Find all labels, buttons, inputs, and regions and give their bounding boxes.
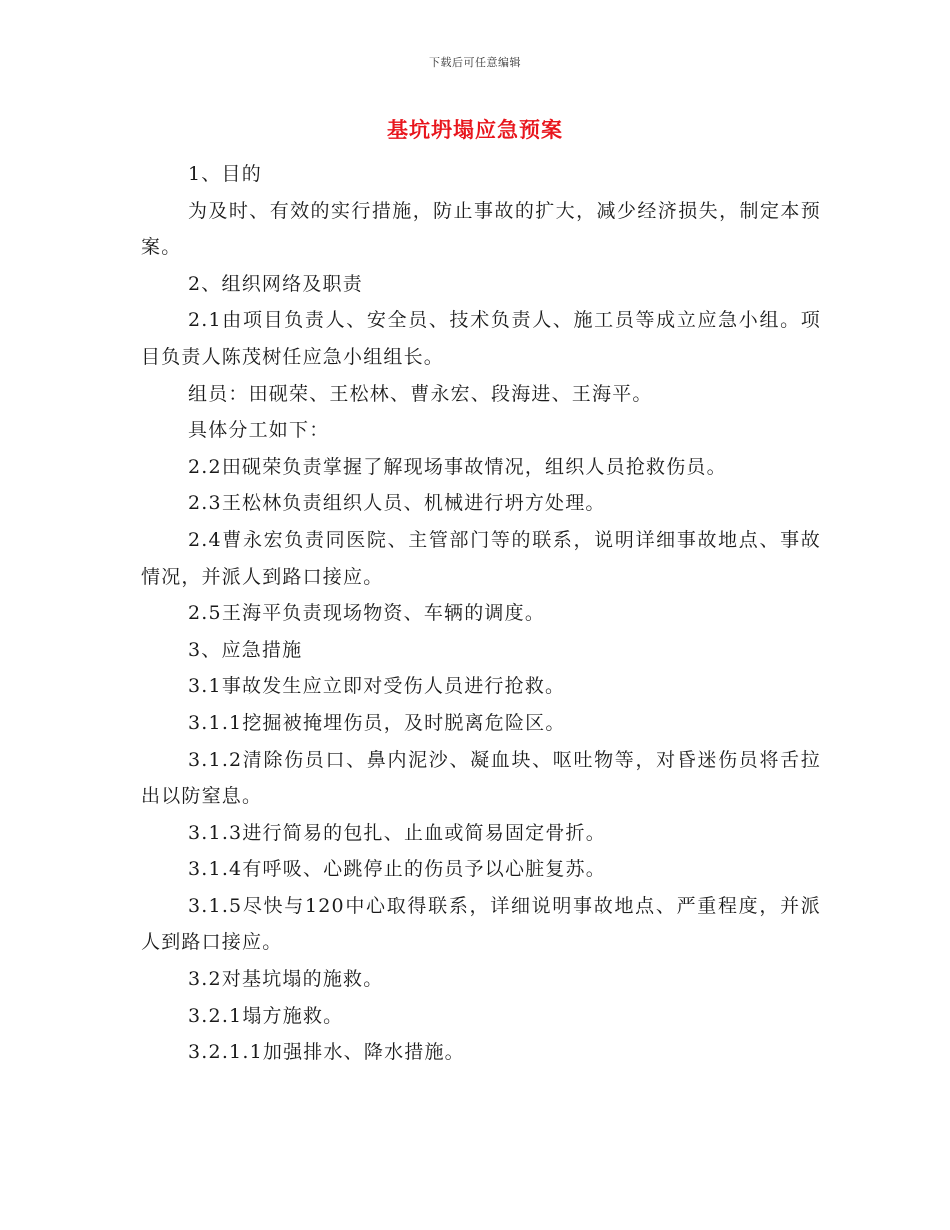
paragraph: 3.1.1挖掘被掩埋伤员，及时脱离危险区。: [188, 711, 566, 734]
paragraph: 3.1.4有呼吸、心跳停止的伤员予以心脏复苏。: [188, 858, 606, 881]
paragraph: 3.2.1塌方施救。: [188, 1004, 344, 1027]
header-note: 下载后可任意编辑: [429, 56, 521, 69]
document-title: 基坑坍塌应急预案: [387, 117, 563, 142]
paragraph: 2.4曹永宏负责同医院、主管部门等的联系，说明详细事故地点、事故情况，并派人到路口接应。: [141, 528, 821, 588]
paragraph: 3.1.3进行简易的包扎、止血或简易固定骨折。: [188, 821, 606, 844]
paragraph: 3.2.1.1加强排水、降水措施。: [188, 1041, 465, 1064]
document-body: [141, 156, 821, 1071]
paragraph: 3.1.5尽快与120中心取得联系，详细说明事故地点、严重程度，并派人到路口接应。: [141, 894, 821, 954]
paragraph: 2.3王松林负责组织人员、机械进行坍方处理。: [188, 492, 606, 515]
paragraph: 组员：田砚荣、王松林、曹永宏、段海进、王海平。: [188, 382, 653, 405]
paragraph: 3.2对基坑塌的施救。: [188, 968, 384, 991]
paragraph: 3、应急措施: [188, 638, 303, 661]
paragraph: 1、目的: [188, 163, 262, 185]
paragraph: 2、组织网络及职责: [188, 272, 363, 295]
paragraph: 3.1.2清除伤员口、鼻内泥沙、凝血块、呕吐物等，对昏迷伤员将舌拉出以防窒息。: [141, 748, 821, 808]
paragraph: 2.1由项目负责人、安全员、技术负责人、施工员等成立应急小组。项目负责人陈茂树任应急小组组长。: [141, 309, 821, 368]
paragraph: 2.5王海平负责现场物资、车辆的调度。: [188, 602, 546, 625]
paragraph: 3.1事故发生应立即对受伤人员进行抢救。: [188, 675, 566, 698]
paragraph: 2.2田砚荣负责掌握了解现场事故情况，组织人员抢救伤员。: [188, 455, 727, 478]
paragraph: 为及时、有效的实行措施，防止事故的扩大，减少经济损失，制定本预案。: [141, 199, 821, 259]
paragraph: 具体分工如下：: [188, 419, 330, 442]
